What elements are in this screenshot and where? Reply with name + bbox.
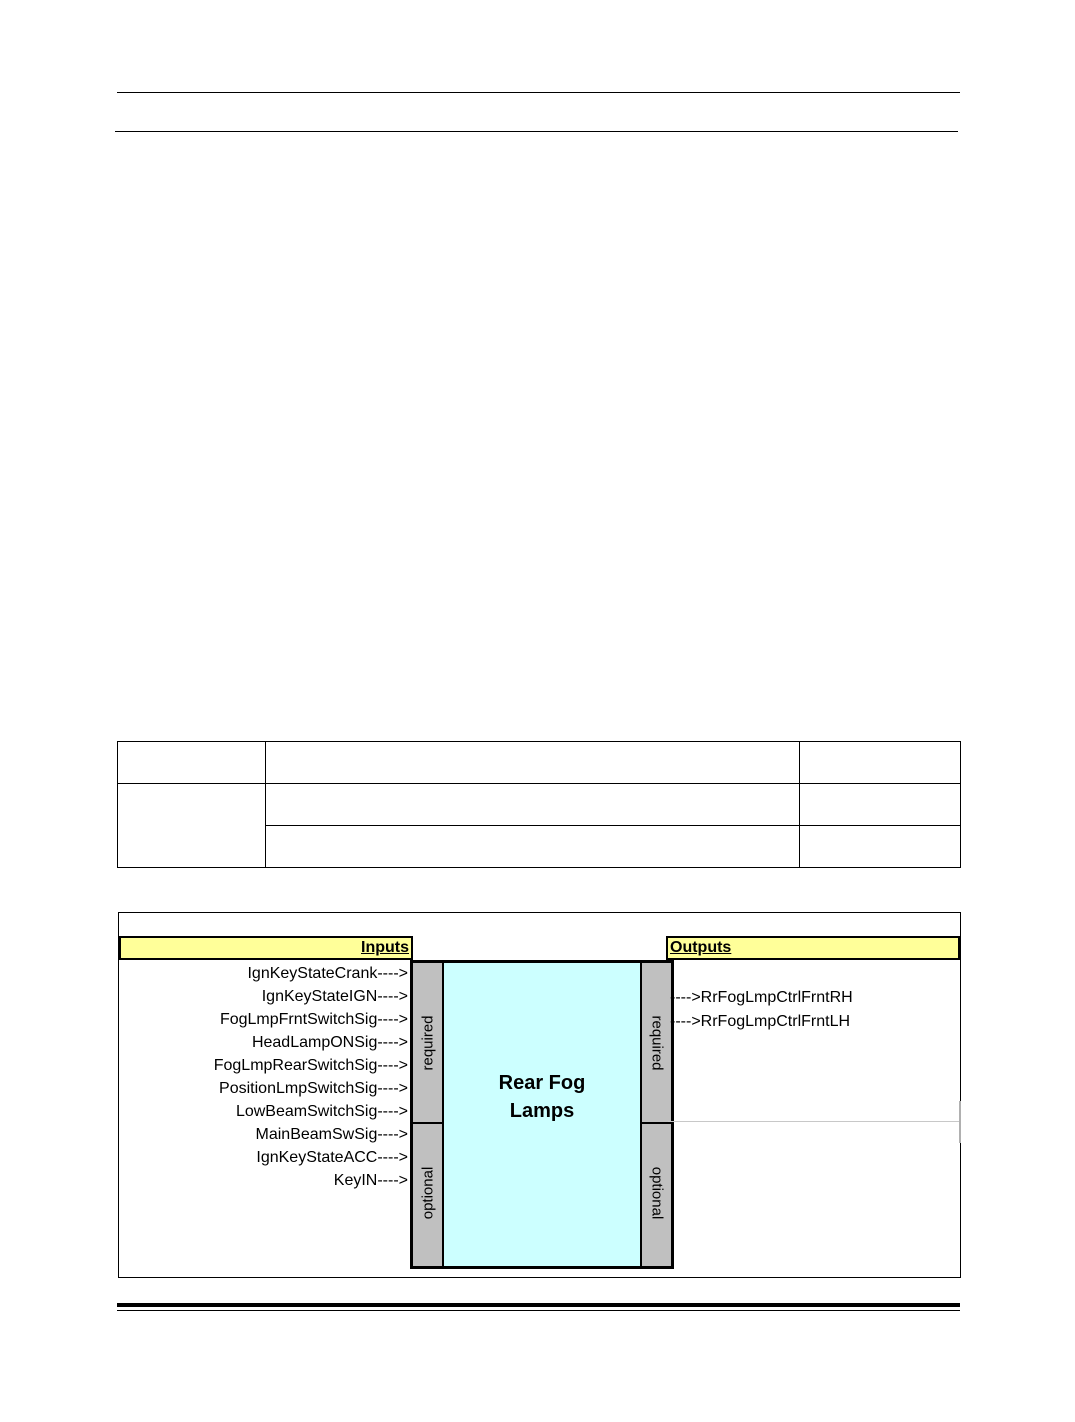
rear-fog-lamps-block: [410, 960, 674, 1269]
right-band-divider: [642, 1122, 671, 1124]
table-cell: [266, 742, 800, 784]
right-band: required optional: [640, 963, 671, 1266]
table-cell: [800, 826, 961, 868]
input-signal: LowBeamSwitchSig---->: [235, 1103, 408, 1120]
input-signal: PositionLmpSwitchSig---->: [219, 1080, 408, 1097]
table-cell: [266, 826, 800, 868]
footer-rule-thin: [117, 1310, 960, 1311]
table-cell: [118, 742, 266, 784]
outputs-list: [670, 986, 950, 1034]
top-rule-2: [115, 131, 958, 132]
input-signal: KeyIN---->: [333, 1172, 408, 1189]
input-signal: IgnKeyStateCrank---->: [247, 965, 408, 982]
block-title-line2: Lamps: [509, 1100, 575, 1122]
outputs-header: Outputs: [666, 936, 960, 960]
info-table: [117, 741, 961, 868]
block-diagram: [118, 912, 961, 1278]
left-band-divider: [413, 1122, 442, 1124]
table-cell: [800, 784, 961, 826]
input-signal: FogLmpRearSwitchSig---->: [213, 1057, 408, 1074]
right-edge-mark: [959, 1101, 961, 1143]
input-signal: IgnKeyStateIGN---->: [261, 988, 408, 1005]
input-signal: IgnKeyStateACC---->: [256, 1149, 408, 1166]
top-rule-1: [117, 92, 960, 93]
table-cell: [118, 784, 266, 868]
footer-rule-thick: [117, 1303, 960, 1307]
input-signal: FogLmpFrntSwitchSig---->: [219, 1011, 408, 1028]
output-signal: ---->RrFogLmpCtrlFrntRH: [670, 989, 853, 1006]
inputs-list: [119, 962, 408, 1192]
table-cell: [800, 742, 961, 784]
input-signal: MainBeamSwSig---->: [255, 1126, 408, 1143]
input-signal: HeadLampONSig---->: [251, 1034, 408, 1051]
block-title: [444, 1069, 640, 1125]
output-signal: ---->RrFogLmpCtrlFrntLH: [670, 1013, 851, 1030]
left-band: required optional: [413, 963, 444, 1266]
inputs-header: Inputs: [119, 936, 413, 960]
block-title-line1: Rear Fog: [498, 1072, 586, 1094]
table-cell: [266, 784, 800, 826]
output-separator: [668, 1121, 960, 1122]
